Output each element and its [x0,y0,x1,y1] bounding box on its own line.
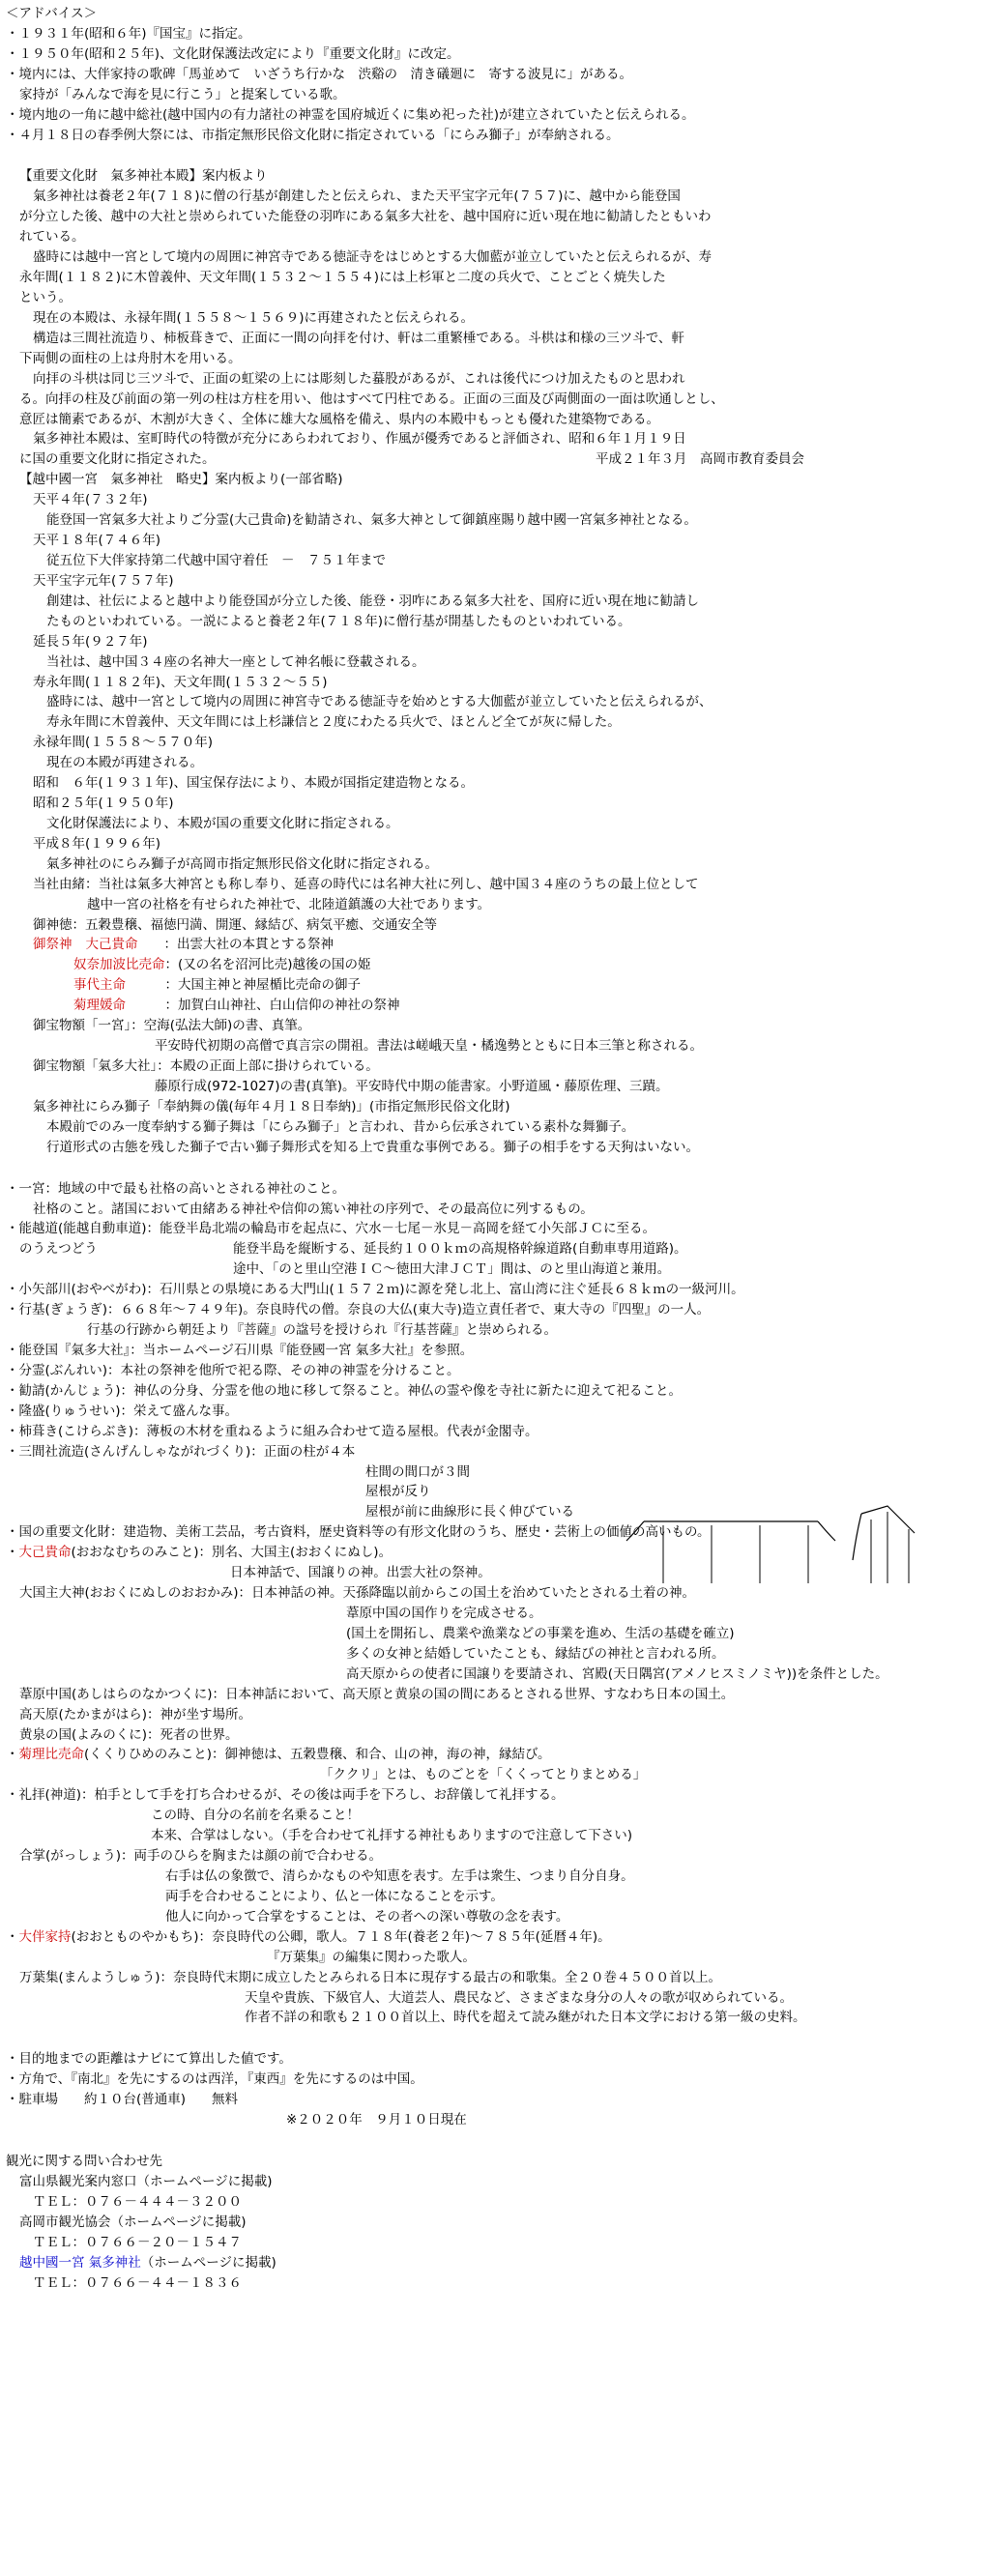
sign2-text: たものといわれている。一説によると養老２年(７１８年)に僧行基が開基したものといわれている。 [46,613,631,629]
sign1-text: 構造は三間社流造り、柿板葺きで、正面に一間の向拝を付け、軒は二重繁棰である。斗栱は和様の三ツ斗で、軒 [33,330,684,346]
sign2-line [6,895,982,915]
contacts-heading: 観光に関する問い合わせ先 [6,2154,162,2170]
sign2-line [6,794,982,814]
sign2-line [6,1056,982,1077]
sign2-text: 能登国一宮氣多大社よりご分霊(大己貴命)を勧請され、氣多大神として御鎮座賜り越中國一宮氣多神社となる。 [46,512,697,529]
glossary-text: (国土を開拓し、農業や漁業などの事業を進め、生活の基礎を確立) [346,1625,735,1641]
advice-line [6,85,982,105]
glossary-line [6,1927,982,1948]
sign2-line [6,1117,982,1138]
glossary-line [6,1685,982,1705]
sign2-line [6,854,982,875]
contacts-line [6,2172,982,2192]
sign2-line [6,1097,982,1117]
sign2-line [6,996,982,1016]
glossary-line [6,1341,982,1361]
contacts-text: 越中國一宮 氣多神社 [19,2254,141,2271]
advice-line [6,126,982,146]
glossary-line [6,1482,982,1502]
sign2-line [6,490,982,510]
sign1-line [6,449,982,470]
glossary-text: 作者不詳の和歌も２１００首以上、時代を超えて読み継がれた日本文学における第一級の史料。 [245,2010,806,2026]
glossary-text: ・一宮：地域の中で最も社格の高いとされる神社のこと。 [6,1180,345,1197]
glossary-line [6,1442,982,1462]
footer_notes-line [6,2090,982,2110]
footer_notes-text: ・目的地までの距離はナビにて算出した値です。 [6,2051,292,2068]
glossary-line [6,1887,982,1907]
glossary-line [6,1725,982,1746]
glossary-text: ・隆盛(りゅうせい)：栄えて盛んな事。 [6,1403,239,1419]
contacts-line [6,2192,982,2213]
sign2-text: 【越中國一宮 氣多神社 略史】案内板より(一部省略) [19,472,343,488]
sign2-text: 氣多神社にらみ獅子「奉納舞の儀(毎年４月１８日奉納)」(市指定無形民俗文化財) [33,1098,510,1114]
sign2-line [6,632,982,652]
sign1-text: れている。 [19,229,85,246]
sign1-text: 氣多神社は養老２年(７１８)に僧の行基が創建したと伝えられ、また天平宝字元年(７５７)に、越中から能登国 [33,188,681,205]
glossary-text: 菊理比売命 [18,1747,84,1763]
glossary-text: 葦原中国の国作りを完成させる。 [346,1605,542,1621]
glossary-line [6,1422,982,1442]
sign2-line [6,652,982,673]
glossary-text: ・分霊(ぶんれい)：本社の祭神を他所で祀る際、その神の神霊を分けること。 [6,1362,460,1378]
footer_notes-text: ※２０２０年 ９月１０日現在 [286,2112,467,2128]
sign2-line [6,612,982,632]
history-sign-section [6,470,982,1157]
glossary-text: ・三間社流造(さんげんしゃながれづくり)：正面の柱が４本 [6,1443,356,1460]
sign1-line [6,369,982,390]
sign2-line [6,975,982,996]
advice-line [6,44,982,65]
sign2-text: 寿永年間に木曽義仲、天文年間には上杉謙信と２度にわたる兵火で、ほとんど全てが灰に帰した。 [46,714,621,731]
glossary-line [6,1988,982,2009]
footer-notes-section [6,2049,982,2130]
glossary-text: 多くの女神と結婚していたことも、縁結びの神社と言われる所。 [346,1645,725,1662]
sign1-line [6,207,982,227]
sign2-text: 天平４年(７３２年) [33,492,148,508]
sign2-line [6,1138,982,1158]
sign1-text: 現在の本殿は、永禄年間(１５５８～１５６９)に再建されたと伝えられる。 [33,309,475,326]
sign2-text: 菊理媛命 [73,998,126,1014]
sign1-text: 平成２１年３月 高岡市教育委員会 [596,451,804,468]
sign1-text: 【重要文化財 氣多神社本殿】案内板より [19,168,268,185]
glossary-line [6,1361,982,1381]
glossary-text: (くくりひめのみこと)：御神徳は、五穀豊穣、和合、山の神，海の神，縁結び。 [84,1747,551,1763]
glossary-text: ・ [6,1747,19,1763]
sign2-line [6,1036,982,1056]
sign2-text: 氣多神社のにらみ獅子が高岡市指定無形民俗文化財に指定される。 [46,855,438,872]
advice-text: ・境内には、大伴家持の歌碑「馬並めて いざうち行かな 渋谿の 清き礒廻に 寄する波見に」がある。 [6,66,632,82]
contacts-text: ＴＥＬ：０７６－４４４－３２００ [33,2193,242,2210]
sign2-text: 大己貴命 [85,937,138,953]
sign2-text: 平成８年(１９９６年) [33,835,161,852]
footer_notes-text: ・方角で、『南北』を先にするのは西洋，『東西』を先にするのは中国。 [6,2071,423,2088]
sign2-line [6,692,982,712]
sign2-line [6,1016,982,1036]
contacts-line [6,2213,982,2233]
glossary-text: (おおとものやかもち)：奈良時代の公卿，歌人。７１８年(養老２年)～７８５年(延暦４年)。 [71,1928,611,1945]
sign1-line [6,390,982,410]
sign1-line [6,227,982,247]
sign2-line [6,510,982,531]
footer_notes-line [6,2049,982,2069]
sign1-line [6,349,982,369]
sign2-text: 藤原行成(972-1027)の書(真筆)。平安時代中期の能書家。小野道風・藤原佐理、三蹟。 [155,1078,669,1094]
sign2-line [6,733,982,753]
sign2-text: 現在の本殿が再建される。 [46,755,203,771]
sign2-text: 御宝物額「氣多大社」：本殿の正面上部に掛けられている。 [33,1058,379,1075]
sign1-line [6,187,982,207]
contacts-section [6,2172,982,2294]
glossary-line [6,1381,982,1402]
sign1-text: 永年間(１１８２)に木曽義仲、天文年間(１５３２～１５５４)には上杉軍と二度の兵火で、ことごとく焼失した [19,270,666,286]
glossary-line [6,1907,982,1927]
sign2-line [6,773,982,794]
glossary-text: 大国主大神(おおくにぬしのおおかみ)：日本神話の神。天孫降臨以前からこの国土を治めていたとされる土着の神。 [19,1585,696,1602]
glossary-text: 葦原中国(あしはらのなかつくに)：日本神話において、高天原と黄泉の国の間にあるとされる世界、すなわち日本の国土。 [19,1686,735,1702]
sign2-text: 本殿前でのみ一度奉納する獅子舞は「にらみ獅子」と言われ、昔から伝承されている素朴な舞獅子。 [46,1118,635,1135]
sign1-text: が分立した後、越中の大社と崇められていた能登の羽咋にある氣多大社を、越中国府に近い現在地に勧請したともいわ [19,209,712,225]
glossary-text: 黄泉の国(よみのくに)：死者の世界。 [19,1726,239,1743]
sign2-text: 延長５年(９２７年) [33,633,148,650]
glossary-line [6,1239,982,1259]
contacts-text: （ホームページに掲載) [140,2254,276,2271]
glossary-line [6,1765,982,1785]
sign2-text: 奴奈加波比売命 [73,957,165,973]
glossary-text: 万葉集(まんようしゅう)：奈良時代末期に成立したとみられる日本に現存する最古の和歌集。全２０巻４５００首以上。 [19,1969,722,1985]
glossary-text: 他人に向かって合掌をすることは、その者への深い尊敬の念を表す。 [165,1908,569,1925]
contacts-line [6,2253,982,2273]
glossary-line [6,1200,982,1220]
sign2-text: 従五位下大伴家持第二代越中国守着任 － ７５１年まで [46,552,386,568]
sign2-line [6,753,982,773]
sign2-line [6,470,982,490]
sign2-text: 天平宝字元年(７５７年) [33,572,174,589]
contacts-line [6,2233,982,2253]
glossary-line [6,1785,982,1806]
glossary-text: ・能越道(能越自動車道)：能登半島北端の輪島市を起点に、穴水－七尾－氷見－高岡を経て小矢部ＪＣに至る。 [6,1221,656,1237]
sign1-text: に国の重要文化財に指定された。 [19,451,216,468]
glossary-text: ・行基(ぎょうぎ)：６６８年～７４９年)。奈良時代の僧。奈良の大仏(東大寺)造立責任者で、東大寺の『四聖』の一人。 [6,1302,711,1318]
glossary-line [6,1280,982,1300]
sign2-text: ：(又の名を沼河比売)越後の国の姫 [164,957,371,973]
sign1-line [6,329,982,349]
glossary-text: 屋根が反り [365,1484,431,1500]
sign2-line [6,814,982,834]
glossary-text: 途中、「のと里山空港ＩＣ～徳田大津ＪＣＴ」間は、のと里山海道と兼用。 [233,1261,671,1278]
glossary-text: ・勧請(かんじょう)：神仏の分身、分霊を他の地に移して祭ること。神仏の霊や像を寺社に新たに迎えて祀ること。 [6,1382,683,1399]
contacts-text: ＴＥＬ：０７６６－２０－１５４７ [33,2234,242,2250]
sign2-text: 越中一宮の社格を有せられた神社で、北陸道鎮護の大社であります。 [87,896,491,912]
advice-heading: ＜アドバイス＞ [6,6,98,21]
glossary-text: 日本神話で、国譲りの神。出雲大社の祭神。 [230,1565,491,1581]
sign2-text: 御神徳：五穀豊穣、福徳円満、開運、縁結び、病気平癒、交通安全等 [33,916,437,933]
glossary-text: 『万葉集』の編集に関わった歌人。 [267,1949,476,1965]
footer_notes-text: ・駐車場 約１０台(普通車) 無料 [6,2092,239,2108]
glossary-text: 屋根が前に曲線形に長く伸びている [365,1504,574,1520]
sign2-line [6,551,982,571]
sign2-text: 平安時代初期の高僧で真言宗の開祖。書法は嵯峨天皇・橘逸勢とともに日本三筆と称される。 [155,1038,703,1055]
sign2-line [6,955,982,975]
roof-illustration [625,1504,915,1601]
sign2-text: 御宝物額「一宮」：空海(弘法大師)の書、真筆。 [33,1018,311,1034]
sign2-text: 昭和 ６年(１９３１年)、国宝保存法により、本殿が国指定建造物となる。 [33,775,475,792]
glossary-text: 社格のこと。諸国において由緒ある神社や信仰の篤い神社の序列で、その最高位に列するもの。 [33,1201,594,1217]
sign2-text: 御祭神 [33,937,73,953]
sign2-line [6,712,982,733]
glossary-line [6,1644,982,1664]
glossary-text: ・小矢部川(おやべがわ)：石川県との県境にある大門山(１５７２ｍ)に源を発し北上、富山湾に注ぐ延長６８ｋｍの一級河川。 [6,1282,744,1298]
advice-line [6,105,982,126]
sign2-line [6,673,982,693]
sign1-text: 盛時には越中一宮として境内の周囲に神宮寺である徳証寺をはじめとする大伽藍が並立していたと伝えられるが、寿 [33,249,712,266]
glossary-text: ・国の重要文化財：建造物、美術工芸品，考古資料，歴史資料等の有形文化財のうち、歴史・芸術上の価値の高いもの。 [6,1524,711,1541]
contacts-text: 富山県観光案内窓口（ホームページに掲載) [19,2173,273,2189]
advice-text: 家持が「みんなで海を見に行こう」と提案している歌。 [19,86,346,102]
advice-line [6,65,982,85]
glossary-text: 能登半島を縦断する、延長約１００ｋｍの高規格幹線道路(自動車専用道路)。 [233,1241,687,1258]
advice-text: ・１９３１年(昭和６年)『国宝』に指定。 [6,25,251,42]
sign1-line [6,288,982,308]
glossary-line [6,1806,982,1826]
sign1-line [6,166,982,187]
advice-text: ・４月１８日の春季例大祭には、市指定無形民俗文化財に指定されている「にらみ獅子」が奉納される。 [6,127,620,143]
sign2-text: 盛時には、越中一宮として境内の周囲に神宮寺である徳証寺を始めとする大伽藍が並立していたと伝えられるが、 [46,694,713,710]
sign1-line [6,247,982,268]
glossary-text: 「ククリ」とは、ものごとを「くくってとりまとめる」 [320,1767,647,1783]
glossary-line [6,1402,982,1422]
glossary-text: 右手は仏の象徴で、清らかなものや知恵を表す。左手は衆生、つまり自分自身。 [165,1867,634,1884]
glossary-line [6,1968,982,1988]
glossary-text: 高天原からの使者に国譲りを要請され、宮殿(天日隅宮(アメノヒスミノミヤ))を条件とした。 [346,1665,888,1682]
glossary-section [6,1179,982,2029]
sign2-line [6,834,982,854]
glossary-line [6,1705,982,1725]
sign2-text: 当社は、越中国３４座の名神大一座として神名帳に登載される。 [46,653,425,670]
sign2-text: 昭和２５年(１９５０年) [33,796,174,812]
glossary-line [6,1300,982,1320]
sign1-text: 下両側の面柱の上は舟肘木を用いる。 [19,350,242,366]
sign2-text: ：加賀白山神社、白山信仰の神社の祭神 [126,998,400,1014]
sign2-text: 天平１８年(７４６年) [33,533,161,549]
advice-line [6,24,982,44]
advice-section [6,24,982,146]
glossary-line [6,1219,982,1239]
sign2-line [6,571,982,592]
glossary-line [6,1846,982,1867]
nagare-zukuri-diagram [625,1504,915,1607]
glossary-line [6,1745,982,1765]
sign1-line [6,268,982,288]
footer_notes-line [6,2110,982,2130]
glossary-line [6,1867,982,1887]
sign1-text: という。 [19,289,72,305]
sign2-text: ：出雲大社の本貫とする祭神 [137,937,334,953]
glossary-text: この時、自分の名前を名乗ること！ [151,1808,360,1824]
contacts-text: 高岡市観光協会（ホームページに掲載) [19,2214,247,2230]
sign2-line [6,531,982,551]
sign1-text: 意匠は簡素であるが、木割が大きく、全体に雄大な風格を備え、県内の本殿中もっとも優れた建築物である。 [19,411,660,427]
glossary-line [6,1664,982,1685]
contacts-text: ＴＥＬ：０７６６－４４－１８３６ [33,2274,242,2291]
sign1-line [6,308,982,329]
glossary-line [6,1179,982,1200]
sign2-text: 行道形式の古態を残した獅子で古い獅子舞形式を知る上で貴重な事例である。獅子の相手をする天狗はいない。 [46,1139,699,1155]
glossary-line [6,2008,982,2028]
shrine-sign-section [6,166,982,470]
sign2-line [6,935,982,955]
glossary-line [6,1826,982,1846]
footer_notes-line [6,2069,982,2090]
sign1-line [6,429,982,449]
sign2-line [6,915,982,936]
sign2-text: 事代主命 [73,977,126,994]
sign2-text: 永禄年間(１５５８～５７０年) [33,735,214,751]
glossary-text: (おおなむちのみこと)：別名、大国主(おおくにぬし)。 [71,1545,393,1561]
glossary-text: 行基の行跡から朝廷より『菩薩』の諡号を授けられ『行基菩薩』と崇められる。 [87,1322,557,1339]
sign2-text: 寿永年間(１１８２年)、天文年間(１５３２～５５) [33,674,328,690]
glossary-text: 高天原(たかまがはら)：神が坐す場所。 [19,1706,252,1722]
document-root [6,4,982,2293]
glossary-text: 両手を合わせることにより、仏と一体になることを示す。 [165,1888,504,1904]
sign2-line [6,875,982,895]
glossary-line [6,1320,982,1341]
glossary-line [6,1259,982,1280]
glossary-text: ・ [6,1928,19,1945]
advice-text: ・１９５０年(昭和２５年)、文化財保護法改定により『重要文化財』に改定。 [6,45,460,62]
contacts-line [6,2273,982,2294]
glossary-text: のうえつどう [19,1241,98,1258]
sign2-line [6,592,982,612]
sign2-text: ：大国主神と神屋楯比売命の御子 [126,977,361,994]
sign2-text: 文化財保護法により、本殿が国の重要文化財に指定される。 [46,815,399,831]
sign1-line [6,410,982,430]
glossary-text: ・礼拝(神道)：柏手として手を打ち合わせるが、その後は両手を下ろし、お辞儀して礼拝する。 [6,1787,565,1804]
glossary-text: ・ [6,1545,19,1561]
glossary-text: ・能登国『氣多大社』：当ホームページ石川県『能登國一宮 氣多大社』を参照。 [6,1343,474,1358]
glossary-line [6,1948,982,1968]
advice-text: ・境内地の一角に越中総社(越中国内の有力諸社の神霊を国府城近くに集め祀った社)が建立されていたと伝えられる。 [6,106,695,123]
glossary-text: 天皇や貴族、下級官人、大道芸人、農民など、さまざまな身分の人々の歌が収められている。 [245,1989,793,2006]
glossary-line [6,1462,982,1483]
sign1-text: 向拝の斗栱は同じ三ツ斗で、正面の虹梁の上には彫刻した蟇股があるが、これは後代につけ加えたものと思われ [33,370,685,387]
sign1-text: る。向拝の柱及び前面の第一列の柱は方柱を用い、他はすべて円柱である。正面の三面及び両側面の一面は吹通しとし、 [19,391,724,407]
sign2-text: 当社由緒：当社は氣多大神宮とも称し奉り、延喜の時代には名神大社に列し、越中国３４座のうちの最上位として [33,876,699,892]
glossary-text: 大己貴命 [18,1545,72,1561]
glossary-text: 柱間の間口が３間 [365,1463,470,1480]
glossary-text: 本来、合掌はしない。（手を合わせて礼拝する神社もありますので注意して下さい) [151,1828,633,1844]
glossary-text: 合掌(がっしょう)：両手のひらを胸または顔の前で合わせる。 [19,1848,383,1865]
glossary-line [6,1624,982,1644]
glossary-text: 大伴家持 [18,1928,72,1945]
sign2-line [6,1077,982,1097]
sign1-text: 氣多神社本殿は、室町時代の特徴が充分にあらわれており、作風が優秀であると評価され、昭和６年１月１９日 [33,431,686,448]
sign2-text: 創建は、社伝によると越中より能登国が分立した後、能登・羽咋にある氣多大社を、国府に近い現在地に勧請し [46,593,699,609]
glossary-text: ・柿葺き(こけらぶき)：薄板の木材を重ねるように組み合わせて造る屋根。代表が金閣寺。 [6,1423,538,1439]
